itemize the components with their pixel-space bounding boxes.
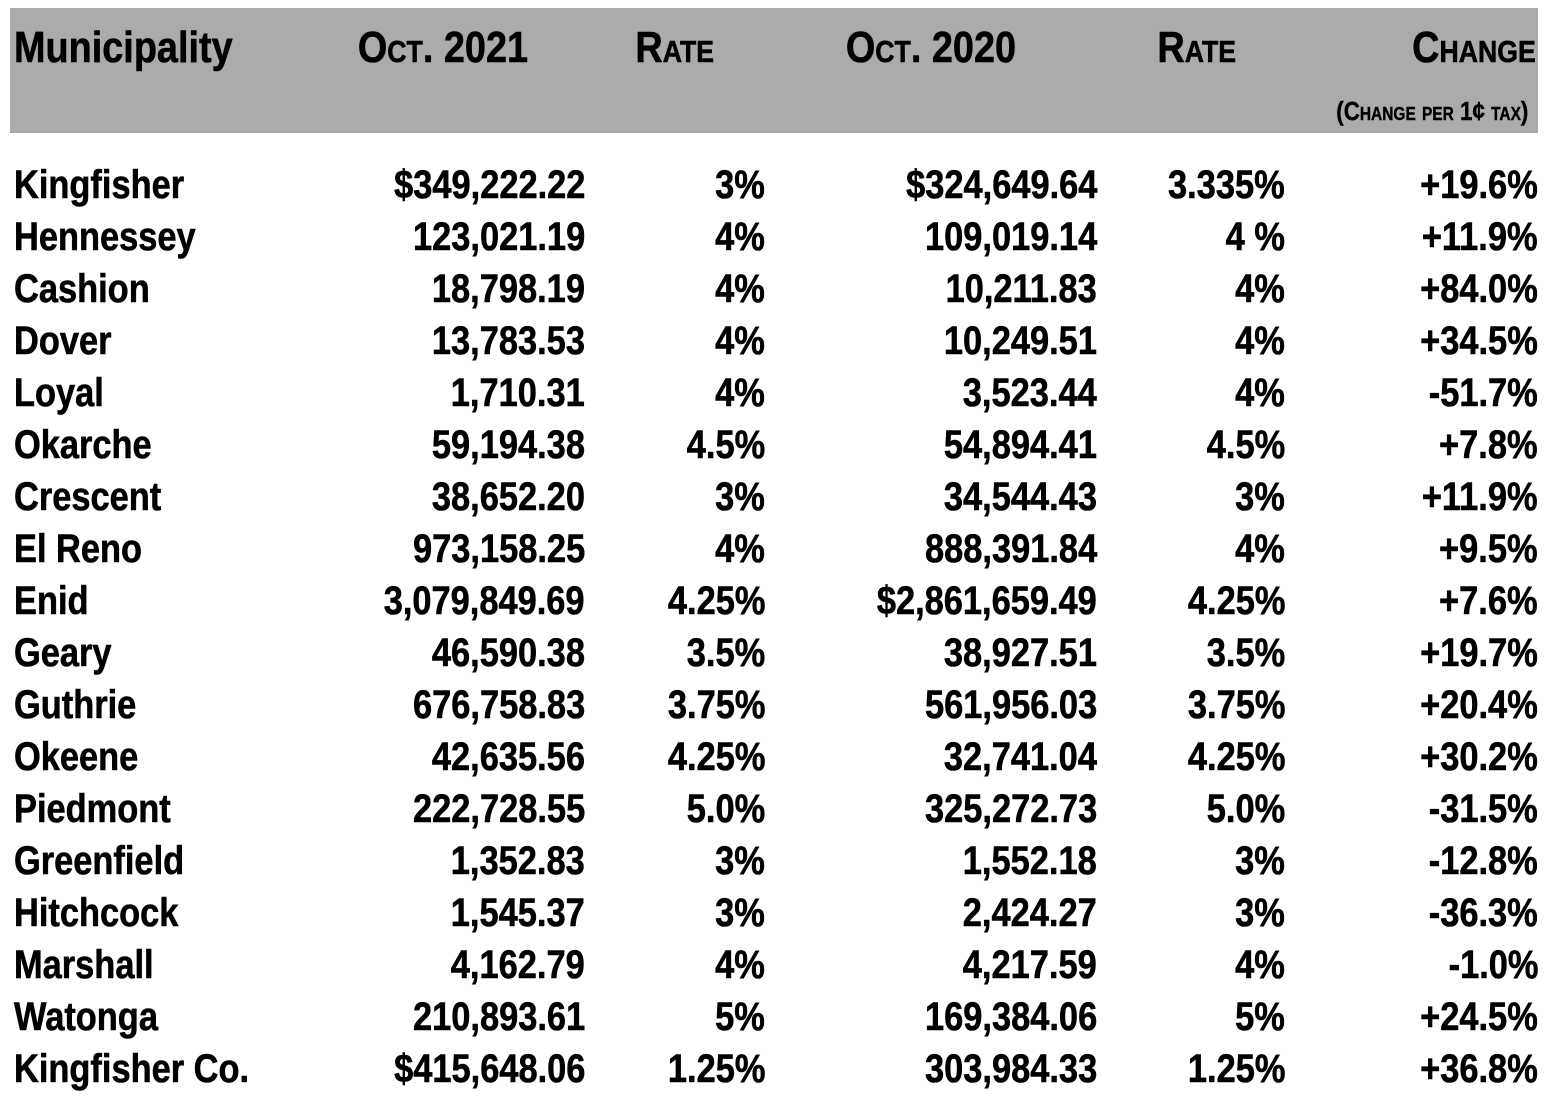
cell-municipality-text: Cashion <box>14 267 150 311</box>
cell-oct-2020-text: 54,894.41 <box>943 423 1097 467</box>
cell-oct-2021-text: 1,545.37 <box>451 891 585 935</box>
cell-change-text: -51.7% <box>1428 371 1538 415</box>
cell-oct-2020 <box>765 783 1097 835</box>
column-header-oct-2021-label: Oct. 2021 <box>357 23 528 72</box>
cell-municipality-text: Enid <box>14 579 89 623</box>
cell-oct-2020 <box>765 523 1097 575</box>
cell-change <box>1297 159 1544 211</box>
cell-oct-2021-text: 1,710.31 <box>451 371 585 415</box>
table-row <box>0 367 1544 419</box>
cell-rate-2020-text: 3.75% <box>1187 683 1285 727</box>
cell-oct-2021-text: 3,079,849.69 <box>384 579 585 623</box>
cell-municipality <box>0 367 300 419</box>
cell-rate-2021-text: 4.25% <box>667 579 765 623</box>
cell-change <box>1297 939 1544 991</box>
table-row <box>0 211 1544 263</box>
cell-oct-2021-text: 210,893.61 <box>412 995 585 1039</box>
cell-change-text: -1.0% <box>1448 943 1538 987</box>
cell-rate-2021 <box>585 367 765 419</box>
cell-municipality-text: Hennessey <box>14 215 196 259</box>
column-header-oct-2020 <box>765 24 1097 72</box>
cell-change <box>1297 679 1544 731</box>
cell-municipality <box>0 627 300 679</box>
cell-oct-2021 <box>300 1043 585 1095</box>
cell-oct-2021 <box>300 159 585 211</box>
cell-oct-2021-text: 222,728.55 <box>412 787 585 831</box>
column-header-change-label: Change <box>1412 23 1536 72</box>
cell-change <box>1297 419 1544 471</box>
cell-municipality-text: Dover <box>14 319 112 363</box>
cell-rate-2020-text: 3% <box>1235 475 1285 519</box>
cell-rate-2021 <box>585 627 765 679</box>
cell-change <box>1297 731 1544 783</box>
cell-rate-2021-text: 4% <box>715 267 765 311</box>
cell-oct-2021-text: 38,652.20 <box>431 475 585 519</box>
cell-rate-2020 <box>1097 835 1297 887</box>
column-header-rate-2021-label: Rate <box>635 23 715 72</box>
cell-rate-2020-text: 4 % <box>1225 215 1285 259</box>
cell-municipality-text: Loyal <box>14 371 104 415</box>
cell-rate-2020-text: 3.335% <box>1168 163 1285 207</box>
cell-oct-2020 <box>765 367 1097 419</box>
cell-oct-2020-text: $324,649.64 <box>905 163 1097 207</box>
cell-oct-2021 <box>300 471 585 523</box>
cell-rate-2020-text: 4% <box>1235 267 1285 311</box>
table-row <box>0 731 1544 783</box>
cell-municipality <box>0 835 300 887</box>
cell-rate-2020 <box>1097 1043 1297 1095</box>
cell-oct-2020-text: 32,741.04 <box>943 735 1097 779</box>
cell-change-text: +84.0% <box>1420 267 1538 311</box>
cell-oct-2021 <box>300 783 585 835</box>
cell-rate-2020 <box>1097 575 1297 627</box>
cell-change <box>1297 367 1544 419</box>
cell-rate-2020 <box>1097 315 1297 367</box>
cell-oct-2021-text: 18,798.19 <box>431 267 585 311</box>
cell-oct-2020 <box>765 835 1097 887</box>
cell-oct-2020-text: 3,523.44 <box>963 371 1097 415</box>
cell-oct-2020-text: 169,384.06 <box>924 995 1097 1039</box>
cell-rate-2021-text: 4% <box>715 215 765 259</box>
cell-rate-2021-text: 1.25% <box>667 1047 765 1091</box>
cell-rate-2021 <box>585 887 765 939</box>
cell-oct-2021-text: 123,021.19 <box>412 215 585 259</box>
column-header-oct-2020-label: Oct. 2020 <box>845 23 1017 72</box>
cell-rate-2020 <box>1097 679 1297 731</box>
cell-rate-2020 <box>1097 523 1297 575</box>
cell-rate-2021 <box>585 679 765 731</box>
cell-change <box>1297 575 1544 627</box>
cell-oct-2020-text: 4,217.59 <box>963 943 1097 987</box>
column-header-municipality-label: Municipality <box>14 23 233 72</box>
cell-rate-2021 <box>585 211 765 263</box>
cell-oct-2020-text: 2,424.27 <box>963 891 1097 935</box>
cell-change <box>1297 523 1544 575</box>
table-row <box>0 887 1544 939</box>
cell-oct-2020 <box>765 731 1097 783</box>
cell-oct-2021-text: 59,194.38 <box>431 423 585 467</box>
table-row <box>0 523 1544 575</box>
cell-municipality <box>0 679 300 731</box>
cell-rate-2020-text: 4.25% <box>1187 735 1285 779</box>
table-row <box>0 471 1544 523</box>
table-header <box>10 8 1538 133</box>
cell-change-text: +36.8% <box>1420 1047 1538 1091</box>
cell-oct-2021-text: $415,648.06 <box>393 1047 585 1091</box>
cell-rate-2021-text: 4% <box>715 371 765 415</box>
cell-rate-2021-text: 5.0% <box>686 787 765 831</box>
cell-rate-2020-text: 3.5% <box>1206 631 1285 675</box>
cell-rate-2021 <box>585 471 765 523</box>
cell-rate-2020-text: 4% <box>1235 371 1285 415</box>
cell-oct-2020 <box>765 263 1097 315</box>
cell-rate-2020-text: 4.25% <box>1187 579 1285 623</box>
cell-change <box>1297 263 1544 315</box>
cell-rate-2020 <box>1097 263 1297 315</box>
cell-change <box>1297 991 1544 1043</box>
cell-rate-2021-text: 3% <box>715 891 765 935</box>
cell-rate-2021-text: 4% <box>715 943 765 987</box>
cell-oct-2021 <box>300 887 585 939</box>
subheader-note <box>1305 97 1528 125</box>
cell-oct-2021-text: $349,222.22 <box>393 163 585 207</box>
cell-municipality-text: Kingfisher <box>14 163 185 207</box>
cell-rate-2020-text: 3% <box>1235 891 1285 935</box>
cell-change-text: +20.4% <box>1420 683 1538 727</box>
cell-municipality <box>0 991 300 1043</box>
cell-change-text: +7.8% <box>1439 423 1538 467</box>
column-header-municipality <box>10 24 300 72</box>
cell-rate-2021 <box>585 263 765 315</box>
cell-change-text: +11.9% <box>1422 475 1538 519</box>
cell-oct-2021-text: 676,758.83 <box>412 683 585 727</box>
cell-change <box>1297 315 1544 367</box>
cell-change-text: -12.8% <box>1428 839 1538 883</box>
column-header-rate-2021 <box>585 24 765 72</box>
cell-change-text: +19.6% <box>1420 163 1538 207</box>
cell-change-text: +9.5% <box>1439 527 1538 571</box>
cell-rate-2020 <box>1097 627 1297 679</box>
table-row <box>0 835 1544 887</box>
cell-oct-2021-text: 1,352.83 <box>451 839 585 883</box>
cell-municipality-text: El Reno <box>14 527 143 571</box>
table-row <box>0 315 1544 367</box>
cell-oct-2020 <box>765 211 1097 263</box>
column-header-row <box>10 8 1538 72</box>
cell-oct-2020 <box>765 991 1097 1043</box>
cell-oct-2021 <box>300 263 585 315</box>
table-row <box>0 991 1544 1043</box>
cell-rate-2021 <box>585 991 765 1043</box>
cell-oct-2021 <box>300 523 585 575</box>
cell-oct-2021 <box>300 211 585 263</box>
cell-municipality <box>0 159 300 211</box>
cell-oct-2020-text: 325,272.73 <box>924 787 1097 831</box>
cell-oct-2020 <box>765 159 1097 211</box>
cell-municipality <box>0 315 300 367</box>
cell-rate-2021 <box>585 523 765 575</box>
cell-oct-2020-text: 1,552.18 <box>963 839 1097 883</box>
cell-oct-2021 <box>300 679 585 731</box>
cell-change-text: +34.5% <box>1420 319 1538 363</box>
cell-change-text: +19.7% <box>1420 631 1538 675</box>
cell-oct-2021 <box>300 419 585 471</box>
cell-oct-2020-text: 561,956.03 <box>924 683 1097 727</box>
cell-change <box>1297 211 1544 263</box>
cell-oct-2021-text: 973,158.25 <box>412 527 585 571</box>
cell-municipality-text: Piedmont <box>14 787 171 831</box>
cell-rate-2021 <box>585 939 765 991</box>
cell-municipality <box>0 419 300 471</box>
cell-oct-2020-text: 109,019.14 <box>924 215 1097 259</box>
cell-oct-2020 <box>765 679 1097 731</box>
cell-oct-2021-text: 42,635.56 <box>431 735 585 779</box>
cell-rate-2020 <box>1097 367 1297 419</box>
cell-oct-2020 <box>765 1043 1097 1095</box>
cell-municipality <box>0 939 300 991</box>
table-row <box>0 263 1544 315</box>
cell-oct-2020 <box>765 627 1097 679</box>
cell-rate-2020 <box>1097 887 1297 939</box>
column-header-rate-2020 <box>1097 24 1297 72</box>
cell-rate-2021 <box>585 731 765 783</box>
cell-oct-2020-text: $2,861,659.49 <box>877 579 1097 623</box>
table-row <box>0 575 1544 627</box>
cell-change <box>1297 835 1544 887</box>
table-row <box>0 419 1544 471</box>
cell-rate-2021 <box>585 315 765 367</box>
cell-municipality-text: Marshall <box>14 943 154 987</box>
table-row <box>0 783 1544 835</box>
cell-municipality <box>0 211 300 263</box>
cell-municipality-text: Kingfisher Co. <box>14 1047 250 1091</box>
column-header-oct-2021 <box>300 24 585 72</box>
cell-oct-2021 <box>300 731 585 783</box>
cell-oct-2020 <box>765 575 1097 627</box>
cell-change <box>1297 471 1544 523</box>
cell-rate-2021-text: 5% <box>715 995 765 1039</box>
cell-rate-2021-text: 4% <box>715 527 765 571</box>
cell-oct-2020 <box>765 419 1097 471</box>
cell-municipality-text: Watonga <box>14 995 158 1039</box>
cell-rate-2021-text: 3.75% <box>667 683 765 727</box>
cell-oct-2020-text: 34,544.43 <box>943 475 1097 519</box>
table-row <box>0 1043 1544 1095</box>
cell-rate-2020 <box>1097 783 1297 835</box>
cell-rate-2020 <box>1097 471 1297 523</box>
table-row <box>0 159 1544 211</box>
table-row <box>0 939 1544 991</box>
cell-oct-2020 <box>765 887 1097 939</box>
cell-oct-2021-text: 13,783.53 <box>431 319 585 363</box>
cell-change <box>1297 627 1544 679</box>
cell-rate-2021-text: 3% <box>715 475 765 519</box>
cell-rate-2021-text: 4.5% <box>686 423 765 467</box>
cell-oct-2020 <box>765 939 1097 991</box>
cell-change-text: -31.5% <box>1428 787 1538 831</box>
cell-change-text: +11.9% <box>1422 215 1538 259</box>
cell-oct-2021 <box>300 991 585 1043</box>
cell-change-text: +30.2% <box>1420 735 1538 779</box>
cell-municipality <box>0 887 300 939</box>
cell-rate-2021 <box>585 575 765 627</box>
cell-municipality <box>0 1043 300 1095</box>
table-row <box>0 627 1544 679</box>
cell-rate-2021-text: 4.25% <box>667 735 765 779</box>
cell-rate-2020-text: 4% <box>1235 527 1285 571</box>
cell-municipality <box>0 263 300 315</box>
cell-rate-2021-text: 3% <box>715 839 765 883</box>
cell-rate-2020 <box>1097 939 1297 991</box>
cell-oct-2021 <box>300 575 585 627</box>
cell-municipality-text: Okarche <box>14 423 152 467</box>
cell-municipality <box>0 731 300 783</box>
cell-rate-2021 <box>585 835 765 887</box>
cell-rate-2020 <box>1097 419 1297 471</box>
cell-rate-2021 <box>585 1043 765 1095</box>
cell-municipality-text: Greenfield <box>14 839 185 883</box>
cell-rate-2020 <box>1097 159 1297 211</box>
cell-rate-2020-text: 4% <box>1235 943 1285 987</box>
cell-rate-2020-text: 3% <box>1235 839 1285 883</box>
cell-municipality-text: Okeene <box>14 735 139 779</box>
cell-rate-2021-text: 3.5% <box>686 631 765 675</box>
cell-rate-2021-text: 4% <box>715 319 765 363</box>
cell-municipality <box>0 783 300 835</box>
cell-municipality-text: Crescent <box>14 475 162 519</box>
cell-oct-2020-text: 303,984.33 <box>924 1047 1097 1091</box>
cell-rate-2020-text: 1.25% <box>1187 1047 1285 1091</box>
subheader-note-text: (Change per 1¢ tax) <box>1335 96 1528 126</box>
cell-oct-2021 <box>300 315 585 367</box>
cell-municipality <box>0 523 300 575</box>
cell-oct-2020-text: 10,249.51 <box>943 319 1097 363</box>
cell-rate-2020-text: 4% <box>1235 319 1285 363</box>
cell-rate-2020 <box>1097 991 1297 1043</box>
column-header-change <box>1297 24 1538 72</box>
cell-oct-2021 <box>300 367 585 419</box>
cell-change-text: +24.5% <box>1420 995 1538 1039</box>
cell-oct-2021-text: 4,162.79 <box>451 943 585 987</box>
cell-oct-2020-text: 38,927.51 <box>943 631 1097 675</box>
cell-municipality <box>0 575 300 627</box>
table-row <box>0 679 1544 731</box>
cell-rate-2020 <box>1097 211 1297 263</box>
table-body <box>0 159 1544 1095</box>
cell-municipality-text: Geary <box>14 631 112 675</box>
cell-rate-2021 <box>585 419 765 471</box>
cell-rate-2020-text: 5.0% <box>1206 787 1285 831</box>
cell-rate-2020-text: 4.5% <box>1206 423 1285 467</box>
cell-municipality-text: Guthrie <box>14 683 137 727</box>
cell-change <box>1297 783 1544 835</box>
cell-rate-2020-text: 5% <box>1235 995 1285 1039</box>
cell-oct-2021 <box>300 939 585 991</box>
cell-rate-2021 <box>585 783 765 835</box>
cell-oct-2020-text: 888,391.84 <box>924 527 1097 571</box>
cell-change-text: +7.6% <box>1439 579 1538 623</box>
cell-oct-2021-text: 46,590.38 <box>431 631 585 675</box>
cell-rate-2020 <box>1097 731 1297 783</box>
column-header-rate-2020-label: Rate <box>1157 23 1237 72</box>
cell-rate-2021 <box>585 159 765 211</box>
cell-change <box>1297 1043 1544 1095</box>
cell-oct-2021 <box>300 835 585 887</box>
cell-municipality <box>0 471 300 523</box>
cell-oct-2020 <box>765 315 1097 367</box>
cell-oct-2020 <box>765 471 1097 523</box>
cell-rate-2021-text: 3% <box>715 163 765 207</box>
cell-oct-2021 <box>300 627 585 679</box>
cell-municipality-text: Hitchcock <box>14 891 179 935</box>
cell-change-text: -36.3% <box>1428 891 1538 935</box>
cell-oct-2020-text: 10,211.83 <box>945 267 1097 311</box>
cell-change <box>1297 887 1544 939</box>
